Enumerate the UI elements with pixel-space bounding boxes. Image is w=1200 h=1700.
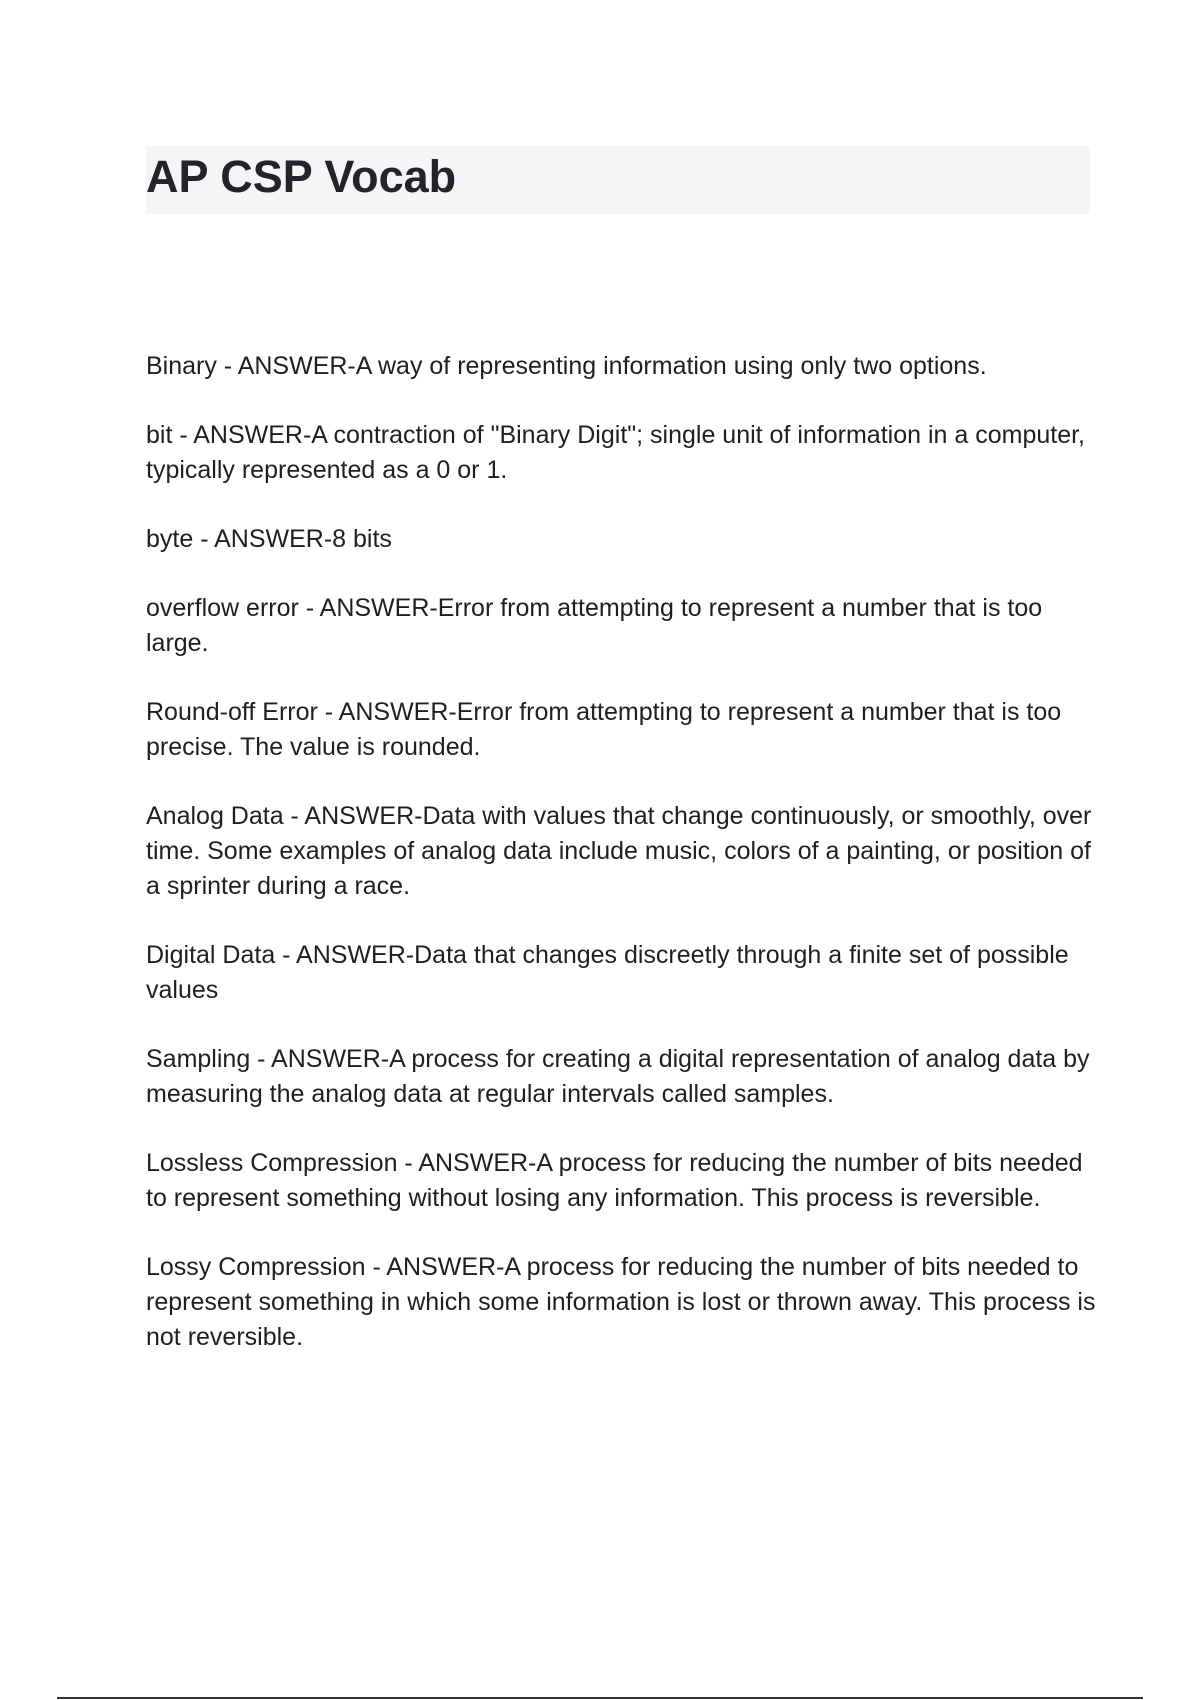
vocab-entry: Lossy Compression - ANSWER-A process for reducing the number of bits needed to represent something in which some information is lost or thrown away. This process is not reversible. (146, 1253, 1096, 1351)
vocab-entry: Lossless Compression - ANSWER-A process for reducing the number of bits needed to represent something without losing any information. This process is reversible. (146, 1149, 1083, 1212)
vocab-entry: Round-off Error - ANSWER-Error from attempting to represent a number that is too precise. The value is rounded. (146, 698, 1062, 761)
vocab-entry: Analog Data - ANSWER-Data with values that change continuously, or smoothly, over time. Some examples of analog data include music, colors of a painting, or position of a sprinter during a race. (146, 802, 1092, 900)
footer-divider (57, 1697, 1143, 1699)
page-title: AP CSP Vocab (146, 151, 457, 202)
vocab-entry: overflow error - ANSWER-Error from attempting to represent a number that is too large. (146, 594, 1043, 657)
vocab-entry: Sampling - ANSWER-A process for creating a digital representation of analog data by measuring the analog data at regular intervals called samples. (146, 1045, 1090, 1108)
title-banner (146, 146, 1090, 214)
vocab-entry: bit - ANSWER-A contraction of "Binary Digit"; single unit of information in a computer, typically represented as a 0 or 1. (146, 421, 1085, 484)
vocab-entry: Binary - ANSWER-A way of representing information using only two options. (146, 352, 987, 380)
vocab-entry: Digital Data - ANSWER-Data that changes discreetly through a finite set of possible values (146, 941, 1069, 1004)
vocab-list (146, 349, 1096, 1389)
vocab-entry: byte - ANSWER-8 bits (146, 525, 392, 553)
